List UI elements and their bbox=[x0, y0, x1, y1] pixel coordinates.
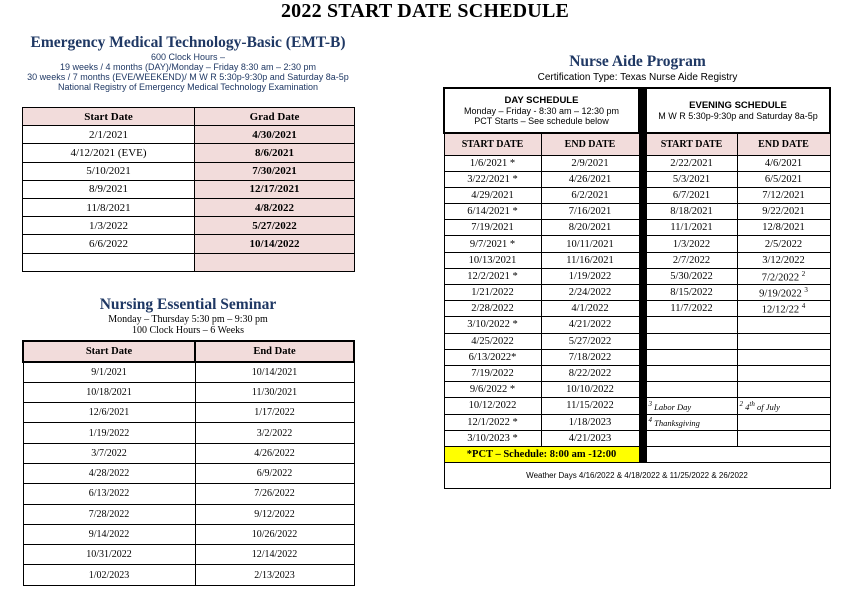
day-end-date-cell: 4/21/2023 bbox=[541, 430, 639, 446]
column-header: Start Date bbox=[23, 108, 195, 126]
end-date-cell: 12/14/2022 bbox=[195, 545, 354, 565]
emt-table bbox=[22, 107, 355, 272]
weather-days: Weather Days 4/16/2022 & 4/18/2022 & 11/25/2022 & 26/2022 bbox=[444, 463, 830, 489]
evening-end-date: 12/12/22 bbox=[761, 304, 800, 316]
day-end-date-cell: 4/1/2022 bbox=[541, 301, 639, 317]
table-row bbox=[23, 180, 355, 198]
table-row bbox=[23, 217, 355, 235]
table-row bbox=[23, 403, 354, 423]
emt-details bbox=[22, 52, 354, 92]
day-start-date-cell: 7/19/2021 bbox=[444, 220, 541, 236]
evening-start-date-cell: 2/22/2021 bbox=[646, 155, 737, 171]
evening-start-date-cell: 11/1/2021 bbox=[646, 220, 737, 236]
day-end-date-cell: 1/19/2022 bbox=[541, 268, 639, 284]
table-row bbox=[444, 236, 830, 252]
column-header: END DATE bbox=[541, 133, 639, 155]
nurse-aide-table bbox=[443, 87, 831, 489]
day-start-date-cell: 9/7/2021 * bbox=[444, 236, 541, 252]
column-separator bbox=[639, 333, 646, 349]
day-schedule-title: DAY SCHEDULE bbox=[504, 94, 579, 106]
end-date-cell: 2/13/2023 bbox=[195, 565, 354, 585]
start-date-cell: 9/1/2021 bbox=[23, 362, 195, 382]
table-row bbox=[444, 430, 830, 446]
footnote-marker: 4 bbox=[648, 416, 652, 425]
evening-end-date: 6/5/2021 bbox=[764, 173, 803, 185]
column-header: START DATE bbox=[646, 133, 737, 155]
empty-cell bbox=[646, 446, 830, 462]
grad-date-cell: 4/8/2022 bbox=[195, 198, 355, 216]
day-end-date-cell: 1/18/2023 bbox=[541, 414, 639, 430]
evening-end-date-cell bbox=[737, 220, 830, 236]
day-end-date-cell: 11/16/2021 bbox=[541, 252, 639, 268]
empty-cell bbox=[646, 430, 737, 446]
evening-end-date-cell bbox=[737, 285, 830, 301]
day-start-date-cell: 3/22/2021 * bbox=[444, 171, 541, 187]
grad-date-cell: 7/30/2021 bbox=[195, 162, 355, 180]
column-separator bbox=[639, 88, 646, 133]
evening-end-date: 9/19/2022 bbox=[759, 288, 802, 300]
start-date-cell: 10/18/2021 bbox=[23, 382, 195, 402]
table-row bbox=[23, 144, 355, 162]
table-row bbox=[23, 545, 354, 565]
grad-date-cell bbox=[195, 253, 355, 271]
grad-date-cell: 10/14/2022 bbox=[195, 235, 355, 253]
table-row bbox=[23, 504, 354, 524]
day-end-date-cell: 8/20/2021 bbox=[541, 220, 639, 236]
grad-date-cell: 12/17/2021 bbox=[195, 180, 355, 198]
day-end-date-cell: 11/15/2022 bbox=[541, 398, 639, 414]
day-start-date-cell: 9/6/2022 * bbox=[444, 382, 541, 398]
column-separator bbox=[639, 398, 646, 414]
evening-end-date-cell bbox=[737, 204, 830, 220]
start-date-cell: 2/1/2021 bbox=[23, 126, 195, 144]
table-row bbox=[444, 155, 830, 171]
start-date-cell: 4/12/2021 (EVE) bbox=[23, 144, 195, 162]
evening-end-date-cell bbox=[737, 301, 830, 317]
empty-cell bbox=[737, 349, 830, 365]
column-separator bbox=[639, 430, 646, 446]
empty-cell bbox=[737, 333, 830, 349]
column-separator bbox=[639, 252, 646, 268]
column-separator bbox=[639, 155, 646, 171]
day-end-date-cell: 4/26/2021 bbox=[541, 171, 639, 187]
day-end-date-cell: 7/16/2021 bbox=[541, 204, 639, 220]
empty-cell bbox=[646, 365, 737, 381]
na-certification: Certification Type: Texas Nurse Aide Registry bbox=[537, 72, 738, 83]
evening-schedule-title: EVENING SCHEDULE bbox=[689, 99, 787, 111]
footnote-marker: 4 bbox=[801, 302, 806, 311]
empty-cell bbox=[646, 382, 737, 398]
day-end-date-cell: 7/18/2022 bbox=[541, 349, 639, 365]
table-row bbox=[444, 317, 830, 333]
evening-end-date: 4/6/2021 bbox=[764, 157, 803, 169]
day-schedule-header bbox=[444, 88, 639, 133]
footnote-labor-day bbox=[646, 398, 737, 414]
day-end-date-cell: 6/2/2021 bbox=[541, 187, 639, 203]
table-header-row bbox=[444, 133, 830, 155]
end-date-cell: 11/30/2021 bbox=[195, 382, 354, 402]
start-date-cell: 12/6/2021 bbox=[23, 403, 195, 423]
table-row bbox=[444, 349, 830, 365]
column-header: END DATE bbox=[737, 133, 830, 155]
day-schedule-pct-note: PCT Starts – See schedule below bbox=[474, 115, 609, 126]
day-start-date-cell: 4/25/2022 bbox=[444, 333, 541, 349]
table-row bbox=[23, 235, 355, 253]
column-separator bbox=[639, 301, 646, 317]
table-row bbox=[444, 268, 830, 284]
footnote-marker: 2 bbox=[801, 269, 806, 278]
table-row bbox=[23, 362, 354, 382]
evening-start-date-cell: 5/3/2021 bbox=[646, 171, 737, 187]
start-date-cell: 9/14/2022 bbox=[23, 524, 195, 544]
evening-schedule-hours: M W R 5:30p-9:30p and Saturday 8a-5p bbox=[658, 110, 818, 121]
day-schedule-hours: Monday – Friday - 8:30 am – 12:30 pm bbox=[463, 105, 620, 116]
start-date-cell: 8/9/2021 bbox=[23, 180, 195, 198]
table-row bbox=[444, 220, 830, 236]
nes-table bbox=[22, 340, 355, 586]
column-separator bbox=[639, 220, 646, 236]
day-end-date-cell: 4/21/2022 bbox=[541, 317, 639, 333]
grad-date-cell: 4/30/2021 bbox=[195, 126, 355, 144]
emt-title: Emergency Medical Technology-Basic (EMT-B) bbox=[30, 34, 346, 51]
column-separator bbox=[639, 187, 646, 203]
table-row bbox=[23, 484, 354, 504]
table-row bbox=[444, 398, 830, 414]
day-start-date-cell: 12/1/2022 * bbox=[444, 414, 541, 430]
table-row bbox=[444, 382, 830, 398]
table-header-row bbox=[23, 108, 355, 126]
day-end-date-cell: 2/24/2022 bbox=[541, 285, 639, 301]
table-row bbox=[23, 463, 354, 483]
day-start-date-cell: 7/19/2022 bbox=[444, 365, 541, 381]
na-heading bbox=[445, 53, 830, 83]
evening-start-date-cell: 2/7/2022 bbox=[646, 252, 737, 268]
emt-line: National Registry of Emergency Medical Technology Examination bbox=[58, 82, 318, 92]
footnote-text: Labor Day bbox=[654, 401, 692, 412]
table-row bbox=[444, 285, 830, 301]
evening-end-date: 3/12/2022 bbox=[762, 254, 805, 266]
table-row bbox=[23, 198, 355, 216]
start-date-cell: 7/28/2022 bbox=[23, 504, 195, 524]
evening-start-date-cell: 8/18/2021 bbox=[646, 204, 737, 220]
evening-end-date: 9/22/2021 bbox=[762, 206, 805, 218]
footnote-text: 4 bbox=[745, 401, 750, 412]
evening-end-date-cell bbox=[737, 252, 830, 268]
start-date-cell: 3/7/2022 bbox=[23, 443, 195, 463]
evening-start-date-cell: 8/15/2022 bbox=[646, 285, 737, 301]
day-start-date-cell: 1/21/2022 bbox=[444, 285, 541, 301]
evening-start-date-cell: 5/30/2022 bbox=[646, 268, 737, 284]
table-row bbox=[23, 524, 354, 544]
end-date-cell: 6/9/2022 bbox=[195, 463, 354, 483]
weather-row bbox=[444, 463, 830, 489]
column-header: End Date bbox=[195, 341, 354, 362]
day-end-date-cell: 10/10/2022 bbox=[541, 382, 639, 398]
emt-line: 19 weeks / 4 months (DAY)/Monday – Friday 8:30 am – 2:30 pm bbox=[60, 62, 316, 72]
start-date-cell: 4/28/2022 bbox=[23, 463, 195, 483]
evening-end-date: 12/8/2021 bbox=[762, 222, 805, 234]
day-start-date-cell: 6/14/2021 * bbox=[444, 204, 541, 220]
footnote-fourth-of-july bbox=[737, 398, 830, 414]
footnote-marker: 3 bbox=[648, 399, 652, 408]
pct-row bbox=[444, 446, 830, 462]
empty-cell bbox=[737, 317, 830, 333]
footnote-thanksgiving bbox=[646, 414, 737, 430]
column-separator bbox=[639, 317, 646, 333]
end-date-cell: 3/2/2022 bbox=[195, 423, 354, 443]
schedule-header-row bbox=[444, 88, 830, 133]
column-separator bbox=[639, 204, 646, 220]
column-separator bbox=[639, 382, 646, 398]
pct-schedule: *PCT – Schedule: 8:00 am -12:00 bbox=[444, 446, 639, 462]
footnote-text: of July bbox=[754, 401, 780, 412]
start-date-cell: 5/10/2021 bbox=[23, 162, 195, 180]
table-row bbox=[23, 162, 355, 180]
grad-date-cell: 5/27/2022 bbox=[195, 217, 355, 235]
evening-schedule-header bbox=[646, 88, 830, 133]
evening-end-date: 7/12/2021 bbox=[762, 189, 805, 201]
column-separator bbox=[639, 349, 646, 365]
table-row bbox=[23, 253, 355, 271]
start-date-cell: 10/31/2022 bbox=[23, 545, 195, 565]
end-date-cell: 10/26/2022 bbox=[195, 524, 354, 544]
empty-cell bbox=[646, 333, 737, 349]
evening-end-date-cell bbox=[737, 268, 830, 284]
evening-start-date-cell: 1/3/2022 bbox=[646, 236, 737, 252]
table-row bbox=[23, 565, 354, 585]
start-date-cell: 1/19/2022 bbox=[23, 423, 195, 443]
table-row bbox=[23, 126, 355, 144]
nes-title: Nursing Essential Seminar bbox=[99, 296, 277, 313]
evening-end-date-cell bbox=[737, 187, 830, 203]
footnote-marker: 2 bbox=[739, 399, 743, 408]
evening-end-date-cell bbox=[737, 171, 830, 187]
nes-clock-hours: 100 Clock Hours – 6 Weeks bbox=[131, 325, 245, 336]
end-date-cell: 7/26/2022 bbox=[195, 484, 354, 504]
emt-heading bbox=[22, 34, 354, 92]
column-separator bbox=[639, 236, 646, 252]
page-title: 2022 START DATE SCHEDULE bbox=[280, 0, 570, 22]
nes-heading bbox=[22, 296, 354, 336]
end-date-cell: 1/17/2022 bbox=[195, 403, 354, 423]
day-start-date-cell: 6/13/2022* bbox=[444, 349, 541, 365]
start-date-cell: 6/13/2022 bbox=[23, 484, 195, 504]
column-header: Grad Date bbox=[195, 108, 355, 126]
start-date-cell bbox=[23, 253, 195, 271]
table-row bbox=[23, 423, 354, 443]
day-start-date-cell: 3/10/2022 * bbox=[444, 317, 541, 333]
table-row bbox=[23, 382, 354, 402]
table-row bbox=[444, 252, 830, 268]
column-separator bbox=[639, 285, 646, 301]
table-row bbox=[444, 333, 830, 349]
column-separator bbox=[639, 268, 646, 284]
evening-start-date-cell: 11/7/2022 bbox=[646, 301, 737, 317]
table-header-row bbox=[23, 341, 354, 362]
column-separator bbox=[639, 171, 646, 187]
start-date-cell: 6/6/2022 bbox=[23, 235, 195, 253]
table-row bbox=[23, 443, 354, 463]
empty-cell bbox=[646, 317, 737, 333]
day-start-date-cell: 10/12/2022 bbox=[444, 398, 541, 414]
grad-date-cell: 8/6/2021 bbox=[195, 144, 355, 162]
evening-end-date: 7/2/2022 bbox=[761, 272, 800, 284]
evening-end-date-cell bbox=[737, 155, 830, 171]
day-start-date-cell: 3/10/2023 * bbox=[444, 430, 541, 446]
column-separator bbox=[639, 133, 646, 155]
start-date-cell: 1/02/2023 bbox=[23, 565, 195, 585]
table-row bbox=[444, 414, 830, 430]
column-separator bbox=[639, 365, 646, 381]
column-header: Start Date bbox=[23, 341, 195, 362]
ordinal-suffix: th bbox=[749, 399, 755, 408]
end-date-cell: 9/12/2022 bbox=[195, 504, 354, 524]
evening-end-date: 2/5/2022 bbox=[764, 238, 803, 250]
start-date-cell: 11/8/2021 bbox=[23, 198, 195, 216]
empty-cell bbox=[737, 382, 830, 398]
evening-end-date-cell bbox=[737, 236, 830, 252]
table-row bbox=[444, 187, 830, 203]
day-start-date-cell: 12/2/2021 * bbox=[444, 268, 541, 284]
empty-cell bbox=[646, 349, 737, 365]
empty-cell bbox=[737, 414, 830, 430]
footnote-text: Thanksgiving bbox=[654, 418, 700, 428]
start-date-cell: 1/3/2022 bbox=[23, 217, 195, 235]
day-start-date-cell: 1/6/2021 * bbox=[444, 155, 541, 171]
end-date-cell: 4/26/2022 bbox=[195, 443, 354, 463]
empty-cell bbox=[737, 430, 830, 446]
column-separator bbox=[639, 446, 646, 462]
day-end-date-cell: 8/22/2022 bbox=[541, 365, 639, 381]
end-date-cell: 10/14/2021 bbox=[195, 362, 354, 382]
day-end-date-cell: 2/9/2021 bbox=[541, 155, 639, 171]
table-row bbox=[444, 171, 830, 187]
column-separator bbox=[639, 414, 646, 430]
nes-hours: Monday – Thursday 5:30 pm – 9:30 pm bbox=[108, 314, 268, 325]
table-row bbox=[444, 365, 830, 381]
table-row bbox=[444, 204, 830, 220]
evening-start-date-cell: 6/7/2021 bbox=[646, 187, 737, 203]
day-end-date-cell: 10/11/2021 bbox=[541, 236, 639, 252]
footnote-marker: 3 bbox=[804, 285, 808, 294]
column-header: START DATE bbox=[444, 133, 541, 155]
empty-cell bbox=[737, 365, 830, 381]
day-start-date-cell: 10/13/2021 bbox=[444, 252, 541, 268]
day-end-date-cell: 5/27/2022 bbox=[541, 333, 639, 349]
na-title: Nurse Aide Program bbox=[569, 53, 706, 70]
table-row bbox=[444, 301, 830, 317]
emt-line: 600 Clock Hours – bbox=[150, 52, 226, 62]
emt-line: 30 weeks / 7 months (EVE/WEEKEND)/ M W R 5:30p-9:30p and Saturday 8a-5p bbox=[27, 72, 349, 82]
day-start-date-cell: 2/28/2022 bbox=[444, 301, 541, 317]
day-start-date-cell: 4/29/2021 bbox=[444, 187, 541, 203]
